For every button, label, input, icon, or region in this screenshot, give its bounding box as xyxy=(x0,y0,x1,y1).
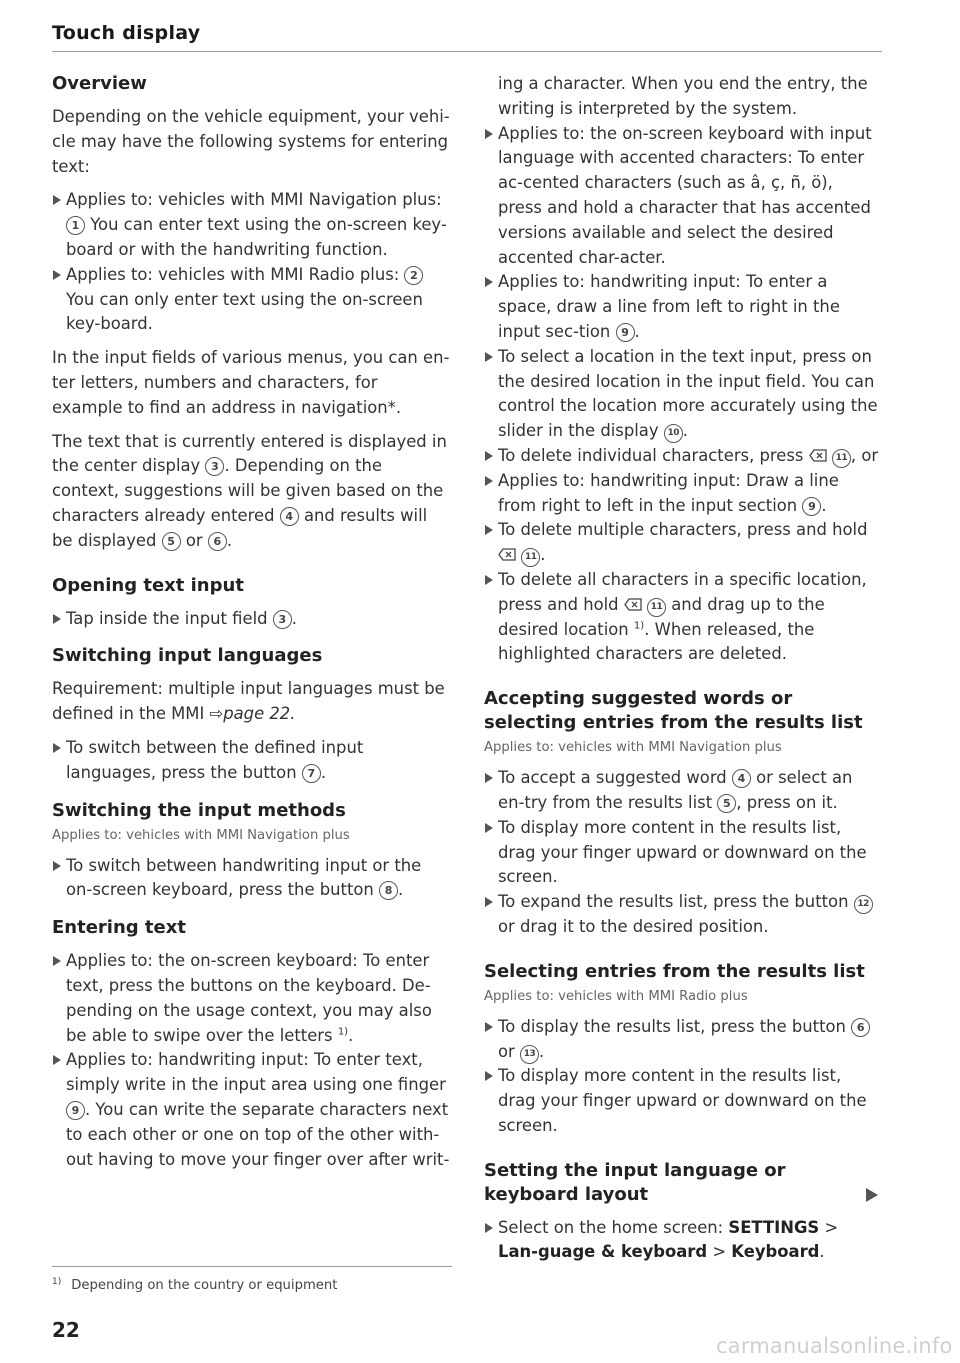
callout-8: 8 xyxy=(379,881,398,900)
input-fields-paragraph: In the input fields of various menus, you can en-ter letters, numbers and characters, for example to find an address in navigation*. xyxy=(52,348,450,417)
callout-9: 9 xyxy=(66,1101,85,1120)
backspace-icon xyxy=(624,598,642,611)
accept-scroll-step: To display more content in the results list, drag your finger upward or downward on the screen. xyxy=(484,816,882,890)
requirement-paragraph: Requirement: multiple input languages must be defined in the MMI ⇨page 22. xyxy=(52,679,445,724)
accept-word-step: To accept a suggested word 4 or select an en-try from the results list 5 , press on it. xyxy=(484,766,882,816)
overview-intro: Depending on the vehicle equipment, your vehi-cle may have the following systems for entering text: xyxy=(52,107,450,176)
callout-3: 3 xyxy=(273,610,292,629)
footnote-divider xyxy=(52,1266,452,1267)
overview-item-navigation: Applies to: vehicles with MMI Navigation plus: 1 You can enter text using the on-screen key-board or with the handwriting function. xyxy=(52,188,452,262)
opening-step: Tap inside the input field 3 . xyxy=(52,607,452,632)
switching-methods-heading: Switching the input methods xyxy=(52,799,346,821)
left-column xyxy=(52,72,452,1172)
switch-language-step: To switch between the defined input languages, press the button 7 . xyxy=(52,736,452,786)
page-header-title: Touch display xyxy=(52,22,201,44)
callout-5: 5 xyxy=(162,532,181,551)
overview-item-radio: Applies to: vehicles with MMI Radio plus: 2 You can only enter text using the on-screen key-board. xyxy=(52,263,452,337)
callout-11: 11 xyxy=(521,548,540,567)
overview-heading: Overview xyxy=(52,73,147,94)
right-column xyxy=(484,72,882,1265)
enter-keyboard-step: Applies to: the on-screen keyboard: To enter text, press the buttons on the keyboard. De-pending on the usage context, you may also be able to swipe over the letters $^{1)}$. xyxy=(52,949,452,1048)
callout-11: 11 xyxy=(647,598,666,617)
switching-methods-applies: Applies to: vehicles with MMI Navigation plus xyxy=(52,827,350,843)
callout-6: 6 xyxy=(851,1018,870,1037)
switch-method-step: To switch between handwriting input or the on-screen keyboard, press the button 8 . xyxy=(52,854,452,904)
menu-path-keyboard: Keyboard xyxy=(731,1242,820,1262)
callout-13: 13 xyxy=(520,1045,539,1064)
setting-language-heading: Setting the input language or keyboard layout xyxy=(484,1159,786,1205)
callout-3: 3 xyxy=(205,457,224,476)
select-scroll-step: To display more content in the results list, drag your finger upward or downward on the screen. xyxy=(484,1064,882,1138)
menu-path-language-keyboard: Lan-guage & keyboard xyxy=(498,1242,708,1262)
page-number: 22 xyxy=(52,1318,80,1342)
selecting-entries-heading: Selecting entries from the results list xyxy=(484,960,865,982)
accent-step: Applies to: the on-screen keyboard with input language with accented characters: To enter ac-cented characters (such as â, ç, ñ, ö), press and hold a character that has accented versions available and select the desired accented char-acter. xyxy=(484,122,882,271)
callout-7: 7 xyxy=(302,764,321,783)
space-step: Applies to: handwriting input: To enter a space, draw a line from left to right in the input sec-tion 9 . xyxy=(484,270,882,344)
callout-5: 5 xyxy=(717,794,736,813)
accepting-suggestions-heading: Accepting suggested words or selecting entries from the results list xyxy=(484,688,863,734)
opening-text-input-heading: Opening text input xyxy=(52,574,244,596)
callout-4: 4 xyxy=(732,769,751,788)
callout-11: 11 xyxy=(832,449,851,468)
expand-results-step: To expand the results list, press the button 12 or drag it to the desired position. xyxy=(484,890,882,940)
continue-arrow-icon xyxy=(866,1188,878,1202)
delete-draw-step: Applies to: handwriting input: Draw a line from right to left in the input section 9 . xyxy=(484,469,882,519)
delete-all-step: To delete all characters in a specific location, press and hold 11 and drag up to the desired location $^{1)}$. When released, the highlighted characters are deleted. xyxy=(484,568,882,667)
footnote-marker: 1) xyxy=(52,1276,62,1287)
accepting-applies: Applies to: vehicles with MMI Navigation plus xyxy=(484,740,782,756)
entering-text-heading: Entering text xyxy=(52,917,186,939)
callout-2: 2 xyxy=(404,266,423,285)
backspace-icon xyxy=(498,548,516,561)
enter-handwriting-step: Applies to: handwriting input: To enter text, simply write in the input area using one finger 9 . You can write the separate characters next to each other or one on top of the other with-out having to move your finger over after writ- xyxy=(52,1048,452,1172)
callout-12: 12 xyxy=(854,895,873,914)
switching-languages-heading: Switching input languages xyxy=(52,645,323,667)
header-divider xyxy=(52,51,882,52)
page-reference-arrow-icon: ⇨ xyxy=(209,704,224,724)
page-reference-link[interactable]: page 22. xyxy=(223,704,296,724)
callout-9: 9 xyxy=(802,497,821,516)
handwriting-continuation: ing a character. When you end the entry, the writing is interpreted by the system. xyxy=(498,74,868,118)
callout-4: 4 xyxy=(280,507,299,526)
delete-multiple-step: To delete multiple characters, press and hold 11 . xyxy=(484,518,882,568)
setting-step: Select on the home screen: SETTINGS > Lan-guage & keyboard > Keyboard. xyxy=(484,1216,882,1266)
callout-9: 9 xyxy=(616,323,635,342)
menu-path-settings: SETTINGS xyxy=(728,1217,820,1237)
footnote: $^{1)}$ Depending on the country or equipment xyxy=(52,1276,338,1293)
callout-1: 1 xyxy=(66,216,85,235)
display-results-step: To display the results list, press the button 6 or 13 . xyxy=(484,1015,882,1065)
selecting-applies: Applies to: vehicles with MMI Radio plus xyxy=(484,988,748,1004)
callout-6: 6 xyxy=(208,532,227,551)
backspace-icon xyxy=(809,449,827,462)
watermark: carmanualsonline.info xyxy=(716,1334,953,1358)
footnote-ref: 1) xyxy=(633,620,645,632)
callout-10: 10 xyxy=(664,424,683,443)
footnote-ref: 1) xyxy=(337,1026,349,1038)
center-display-paragraph: The text that is currently entered is displayed in the center display 3 . Depending on the context, suggestions will be given based on the characters already entered 4 and results will be displayed 5 or 6 . xyxy=(52,431,447,550)
delete-individual-step: To delete individual characters, press 11 , or xyxy=(484,444,882,469)
select-location-step: To select a location in the text input, press on the desired location in the input field. You can control the location more accurately using the slider in the display 10 . xyxy=(484,345,882,444)
